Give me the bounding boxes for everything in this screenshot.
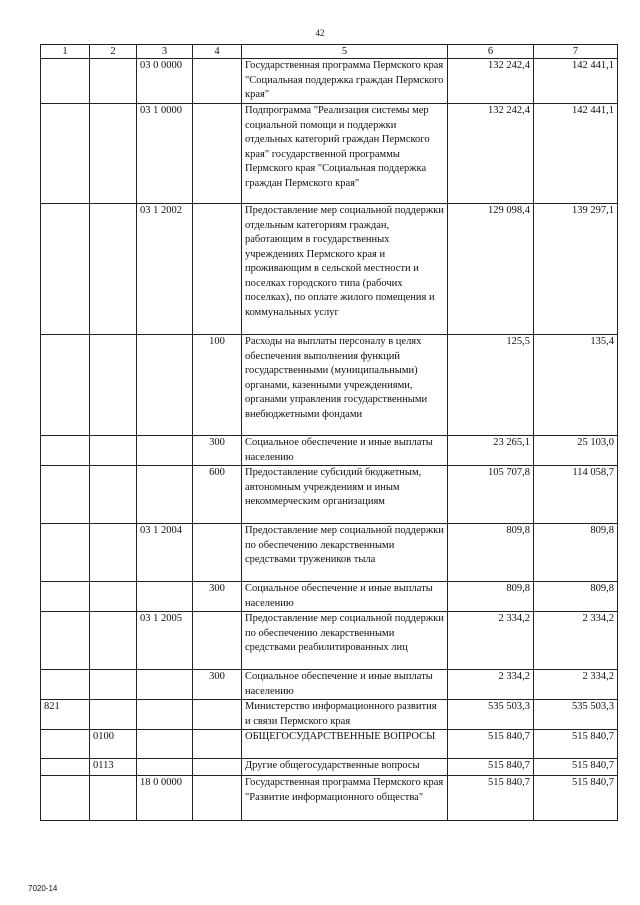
expense-kind-cell: [193, 759, 242, 776]
section-code-cell: [90, 776, 137, 821]
item-name-cell: Предоставление мер социальной поддержки отдельным категориям граждан, работающим в государственных учреждениях Пермского края и проживающим в сельской местности и поселках городского типа (рабочих поселках), по оплате жилого помещения и коммунальных услуг: [242, 204, 448, 335]
table-row: [41, 104, 618, 204]
amount-year1-cell: 535 503,3: [448, 700, 534, 730]
target-code-cell: [137, 670, 193, 700]
amount-year2-cell: 809,8: [534, 582, 618, 612]
target-code-cell: [137, 759, 193, 776]
section-code-cell: [90, 436, 137, 466]
section-code-cell: [90, 59, 137, 104]
amount-year1-cell: 809,8: [448, 582, 534, 612]
amount-year2-cell: 114 058,7: [534, 466, 618, 524]
section-code-cell: [90, 670, 137, 700]
admin-code-cell: [41, 776, 90, 821]
amount-year2-cell: 142 441,1: [534, 104, 618, 204]
table-row: [41, 670, 618, 700]
section-code-cell: [90, 104, 137, 204]
amount-year1-cell: 515 840,7: [448, 730, 534, 759]
target-code-cell: 03 1 2005: [137, 612, 193, 670]
admin-code-cell: [41, 670, 90, 700]
amount-year2-cell: 515 840,7: [534, 776, 618, 821]
amount-year2-cell: 25 103,0: [534, 436, 618, 466]
table-row: [41, 335, 618, 436]
target-code-cell: [137, 466, 193, 524]
expense-kind-cell: [193, 700, 242, 730]
table-row: [41, 582, 618, 612]
amount-year2-cell: 139 297,1: [534, 204, 618, 335]
item-name-cell: Социальное обеспечение и иные выплаты населению: [242, 670, 448, 700]
amount-year2-cell: 809,8: [534, 524, 618, 582]
section-code-cell: [90, 335, 137, 436]
amount-year1-cell: 125,5: [448, 335, 534, 436]
section-code-cell: 0113: [90, 759, 137, 776]
section-code-cell: 0100: [90, 730, 137, 759]
section-code-cell: [90, 612, 137, 670]
expense-kind-cell: [193, 104, 242, 204]
target-code-cell: [137, 335, 193, 436]
amount-year1-cell: 23 265,1: [448, 436, 534, 466]
expense-kind-cell: [193, 612, 242, 670]
section-code-cell: [90, 204, 137, 335]
column-header: 5: [242, 45, 448, 59]
table-body: [41, 59, 618, 821]
admin-code-cell: [41, 582, 90, 612]
amount-year2-cell: 515 840,7: [534, 730, 618, 759]
admin-code-cell: [41, 759, 90, 776]
column-header: 6: [448, 45, 534, 59]
target-code-cell: [137, 730, 193, 759]
amount-year1-cell: 515 840,7: [448, 776, 534, 821]
amount-year1-cell: 809,8: [448, 524, 534, 582]
item-name-cell: ОБЩЕГОСУДАРСТВЕННЫЕ ВОПРОСЫ: [242, 730, 448, 759]
target-code-cell: [137, 436, 193, 466]
amount-year1-cell: 129 098,4: [448, 204, 534, 335]
admin-code-cell: [41, 612, 90, 670]
amount-year1-cell: 105 707,8: [448, 466, 534, 524]
item-name-cell: Подпрограмма "Реализация системы мер социальной помощи и поддержки отдельных категорий граждан Пермского края" государственной программы Пермского края "Социальная поддержка граждан Пермского края": [242, 104, 448, 204]
section-code-cell: [90, 466, 137, 524]
table-row: [41, 436, 618, 466]
column-header: 3: [137, 45, 193, 59]
admin-code-cell: 821: [41, 700, 90, 730]
column-number-row: [41, 45, 618, 59]
column-header: 7: [534, 45, 618, 59]
column-header: 2: [90, 45, 137, 59]
section-code-cell: [90, 700, 137, 730]
expense-kind-cell: [193, 204, 242, 335]
amount-year1-cell: 2 334,2: [448, 612, 534, 670]
item-name-cell: Предоставление мер социальной поддержки по обеспечению лекарственными средствами тружеников тыла: [242, 524, 448, 582]
amount-year2-cell: 535 503,3: [534, 700, 618, 730]
item-name-cell: Расходы на выплаты персоналу в целях обеспечения выполнения функций государственными (муниципальными) органами, казенными учреждениями, органами управления государственными внебюджетными фондами: [242, 335, 448, 436]
admin-code-cell: [41, 104, 90, 204]
item-name-cell: Государственная программа Пермского края "Развитие информационного общества": [242, 776, 448, 821]
target-code-cell: 03 1 2002: [137, 204, 193, 335]
admin-code-cell: [41, 204, 90, 335]
amount-year2-cell: 142 441,1: [534, 59, 618, 104]
admin-code-cell: [41, 730, 90, 759]
page-number: 42: [315, 28, 325, 38]
table-row: [41, 700, 618, 730]
item-name-cell: Министерство информационного развития и связи Пермского края: [242, 700, 448, 730]
table-row: [41, 524, 618, 582]
column-header: 1: [41, 45, 90, 59]
expense-kind-cell: 300: [193, 670, 242, 700]
item-name-cell: Другие общегосударственные вопросы: [242, 759, 448, 776]
table-row: [41, 776, 618, 821]
table-row: [41, 466, 618, 524]
amount-year1-cell: 515 840,7: [448, 759, 534, 776]
table-row: [41, 730, 618, 759]
amount-year1-cell: 132 242,4: [448, 104, 534, 204]
section-code-cell: [90, 582, 137, 612]
table-row: [41, 759, 618, 776]
column-header: 4: [193, 45, 242, 59]
expense-kind-cell: 300: [193, 582, 242, 612]
amount-year2-cell: 2 334,2: [534, 670, 618, 700]
section-code-cell: [90, 524, 137, 582]
table-row: [41, 612, 618, 670]
table-row: [41, 59, 618, 104]
expense-kind-cell: 300: [193, 436, 242, 466]
target-code-cell: 03 1 2004: [137, 524, 193, 582]
expense-kind-cell: [193, 776, 242, 821]
expense-kind-cell: 600: [193, 466, 242, 524]
item-name-cell: Государственная программа Пермского края "Социальная поддержка граждан Пермского края": [242, 59, 448, 104]
target-code-cell: 03 0 0000: [137, 59, 193, 104]
budget-table: [40, 44, 618, 821]
admin-code-cell: [41, 436, 90, 466]
admin-code-cell: [41, 524, 90, 582]
admin-code-cell: [41, 466, 90, 524]
target-code-cell: [137, 582, 193, 612]
expense-kind-cell: [193, 730, 242, 759]
target-code-cell: 18 0 0000: [137, 776, 193, 821]
table-row: [41, 204, 618, 335]
amount-year2-cell: 2 334,2: [534, 612, 618, 670]
amount-year2-cell: 135,4: [534, 335, 618, 436]
expense-kind-cell: [193, 59, 242, 104]
admin-code-cell: [41, 59, 90, 104]
footer-code: 7020-14: [28, 884, 58, 893]
target-code-cell: [137, 700, 193, 730]
item-name-cell: Предоставление мер социальной поддержки по обеспечению лекарственными средствами реабилитированных лиц: [242, 612, 448, 670]
amount-year2-cell: 515 840,7: [534, 759, 618, 776]
admin-code-cell: [41, 335, 90, 436]
item-name-cell: Социальное обеспечение и иные выплаты населению: [242, 436, 448, 466]
expense-kind-cell: 100: [193, 335, 242, 436]
item-name-cell: Предоставление субсидий бюджетным, автономным учреждениям и иным некоммерческим организациям: [242, 466, 448, 524]
item-name-cell: Социальное обеспечение и иные выплаты населению: [242, 582, 448, 612]
amount-year1-cell: 132 242,4: [448, 59, 534, 104]
amount-year1-cell: 2 334,2: [448, 670, 534, 700]
expense-kind-cell: [193, 524, 242, 582]
target-code-cell: 03 1 0000: [137, 104, 193, 204]
